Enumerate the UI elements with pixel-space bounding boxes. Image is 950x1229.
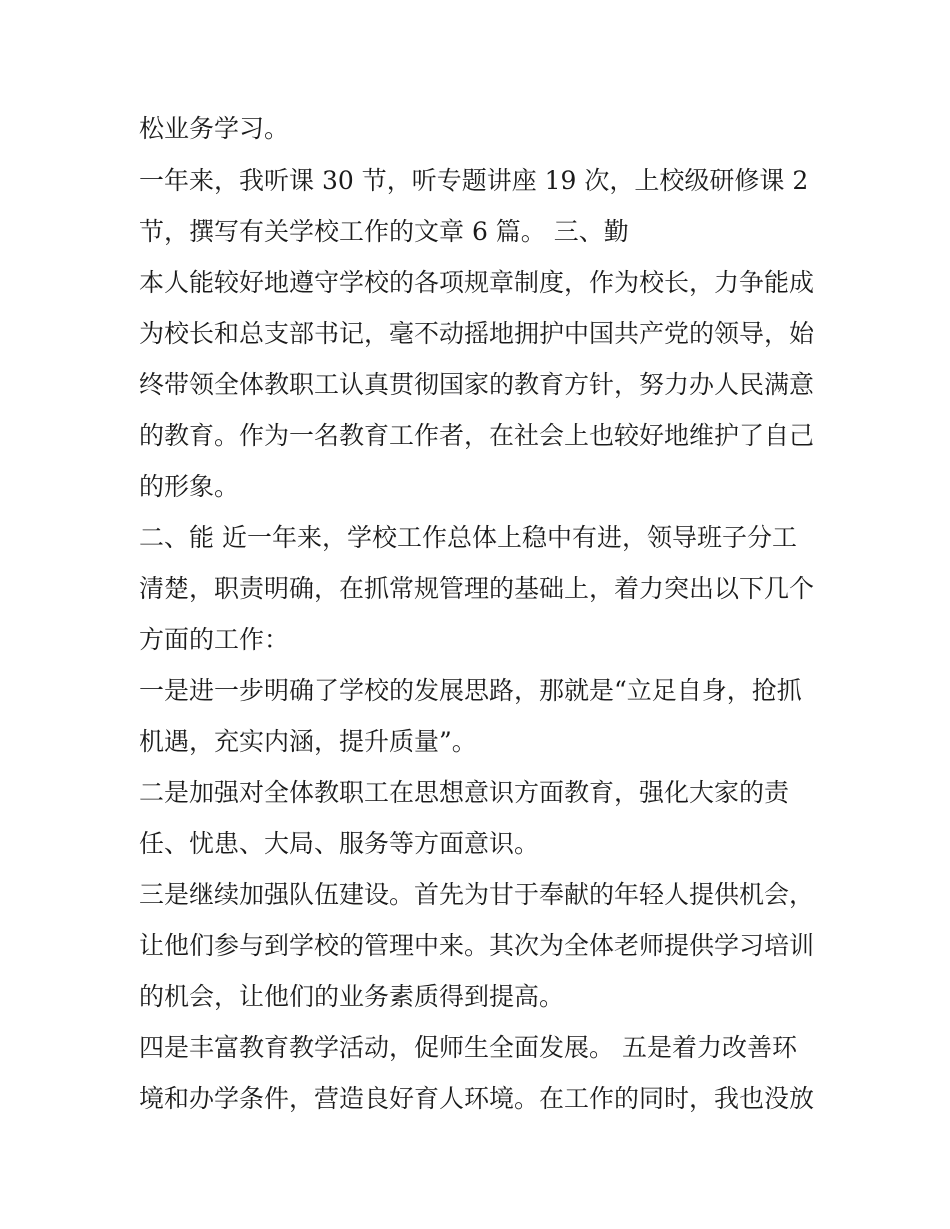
text-line: 任、忧患、大局、服务等方面意识。 [139, 829, 540, 858]
text-line: 本人能较好地遵守学校的各项规章制度，作为校长，力争能成 [139, 268, 815, 297]
text-line: 二是加强对全体教职工在思想意识方面教育，强化大家的责 [139, 778, 790, 807]
text-line: 境和办学条件，营造良好育人环境。在工作的同时，我也没放 [139, 1084, 815, 1113]
text-line: 终带领全体教职工认真贯彻国家的教育方针，努力办人民满意 [139, 370, 815, 399]
text-line: 的形象。 [139, 472, 240, 501]
text-line: 的机会，让他们的业务素质得到提高。 [139, 982, 565, 1011]
text-line: 的教育。作为一名教育工作者，在社会上也较好地维护了自己 [139, 421, 815, 450]
text-line: 二、能 近一年来，学校工作总体上稳中有进，领导班子分工 [139, 523, 797, 552]
text-line: 清楚，职责明确，在抓常规管理的基础上，着力突出以下几个 [139, 574, 815, 603]
text-line: 一年来，我听课 30 节，听专题讲座 19 次，上校级研修课 2 [139, 166, 809, 195]
text-line: 一是进一步明确了学校的发展思路，那就是“立足自身，抢抓 [139, 676, 802, 705]
text-line: 机遇，充实内涵，提升质量”。 [139, 727, 477, 756]
text-line: 松业务学习。 [139, 114, 290, 143]
text-line: 四是丰富教育教学活动，促师生全面发展。 五是着力改善环 [139, 1033, 797, 1062]
text-line: 三是继续加强队伍建设。首先为甘于奉献的年轻人提供机会， [139, 880, 815, 909]
text-line: 节，撰写有关学校工作的文章 6 篇。 三、勤 [139, 217, 629, 246]
text-line: 方面的工作： [139, 625, 290, 654]
text-line: 让他们参与到学校的管理中来。其次为全体老师提供学习培训 [139, 931, 815, 960]
text-line: 为校长和总支部书记，毫不动摇地拥护中国共产党的领导，始 [139, 319, 815, 348]
